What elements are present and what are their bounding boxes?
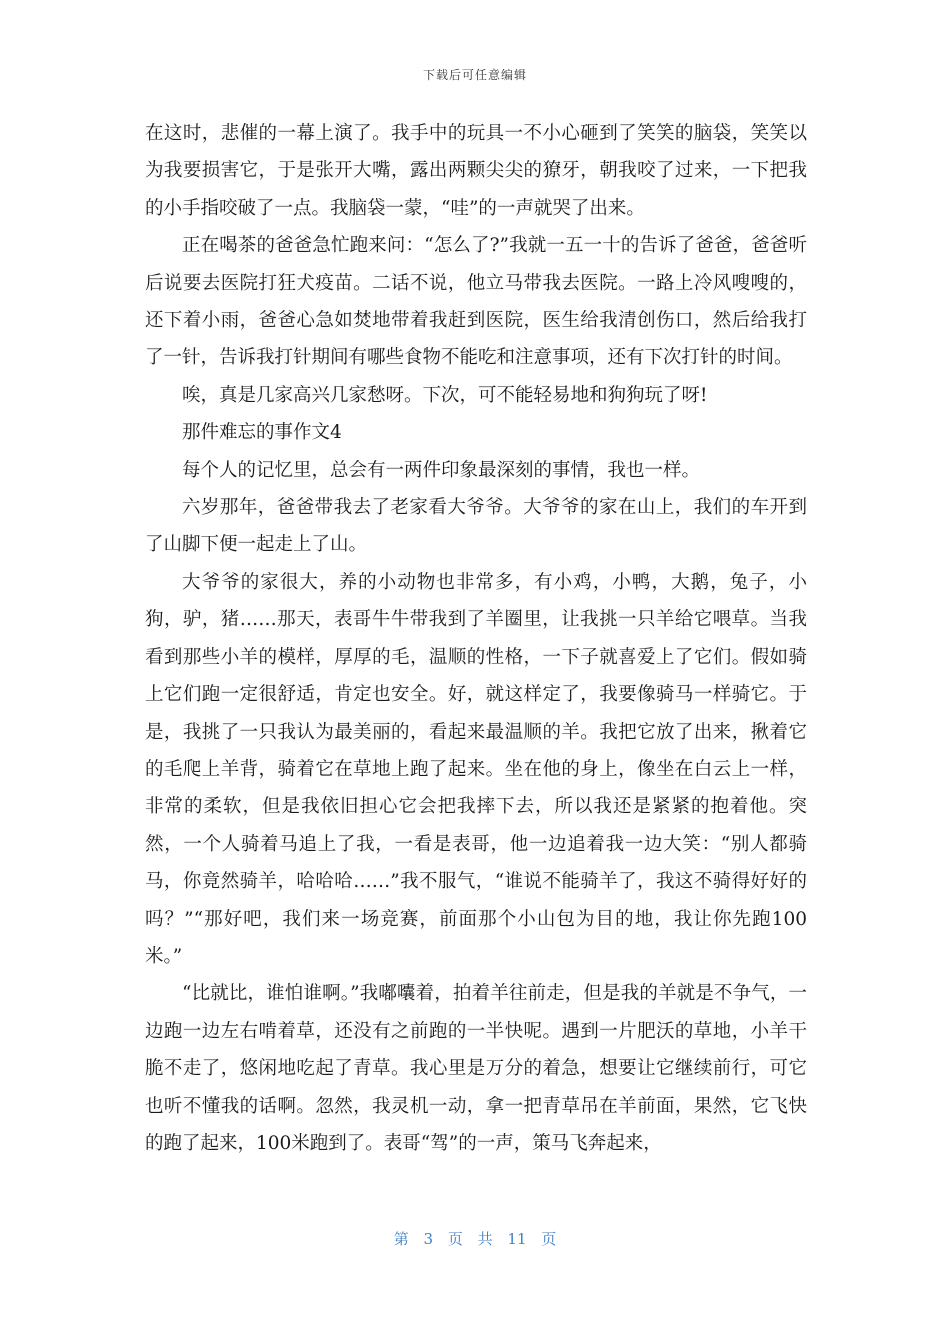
document-body (145, 115, 807, 1162)
total-unit: 页 (541, 1230, 557, 1248)
paragraph: 大爷爷的家很大，养的小动物也非常多，有小鸡，小鸭，大鹅，兔子，小狗，驴，猪……那天，表哥牛牛带我到了羊圈里，让我挑一只羊给它喂草。当我看到那些小羊的模样，厚厚的毛，温顺的性格，一下子就喜爱上了它们。假如骑上它们跑一定很舒适，肯定也安全。好，就这样定了，我要像骑马一样骑它。于是，我挑了一只我认为最美丽的，看起来最温顺的羊。我把它放了出来，揪着它的毛爬上羊背，骑着它在草地上跑了起来。坐在他的身上，像坐在白云上一样，非常的柔软，但是我依旧担心它会把我摔下去，所以我还是紧紧的抱着他。突然，一个人骑着马追上了我，一看是表哥，他一边追着我一边大笑：“别人都骑马，你竟然骑羊，哈哈哈……”我不服气，“谁说不能骑羊了，我这不骑得好好的吗？”“那好吧，我们来一场竞赛，前面那个小山包为目的地，我让你先跑100米。” (145, 571, 807, 967)
paragraph: 六岁那年，爸爸带我去了老家看大爷爷。大爷爷的家在山上，我们的车开到了山脚下便一起走上了山。 (145, 497, 807, 556)
page-header: 下载后可任意编辑 (422, 68, 527, 82)
total-label: 共 (477, 1230, 493, 1248)
paragraph: 在这时，悲催的一幕上演了。我手中的玩具一不小心砸到了笑笑的脑袋，笑笑以为我要损害它，于是张开大嘴，露出两颗尖尖的獠牙，朝我咬了过来，一下把我的小手指咬破了一点。我脑袋一蒙，“哇”的一声就哭了出来。 (145, 123, 807, 219)
paragraph: 正在喝茶的爸爸急忙跑来问：“怎么了?”我就一五一十的告诉了爸爸，爸爸听后说要去医院打狂犬疫苗。二话不说，他立马带我去医院。一路上冷风嗖嗖的，还下着小雨，爸爸心急如焚地带着我赶到医院，医生给我清创伤口，然后给我打了一针，告诉我打针期间有哪些食物不能吃和注意事项，还有下次打针的时间。 (145, 235, 807, 369)
paragraph: 唉，真是几家高兴几家愁呀。下次，可不能轻易地和狗狗玩了呀! (182, 384, 708, 406)
page-footer (0, 1228, 950, 1249)
page-unit: 页 (447, 1230, 463, 1248)
paragraph: 每个人的记忆里，总会有一两件印象最深刻的事情，我也一样。 (182, 459, 701, 481)
section-heading: 那件难忘的事作文4 (182, 422, 342, 444)
page-number: 3 (423, 1230, 434, 1248)
paragraph: “比就比，谁怕谁啊。”我嘟囔着，拍着羊往前走，但是我的羊就是不争气，一边跑一边左右啃着草，还没有之前跑的一半快呢。遇到一片肥沃的草地，小羊干脆不走了，悠闲地吃起了青草。我心里是万分的着急，想要让它继续前行，可它也听不懂我的话啊。忽然，我灵机一动，拿一把青草吊在羊前面，果然，它飞快的跑了起来，100米跑到了。表哥“驾”的一声，策马飞奔起来， (145, 983, 807, 1154)
total-pages: 11 (507, 1230, 527, 1248)
page-label: 第 (393, 1230, 409, 1248)
